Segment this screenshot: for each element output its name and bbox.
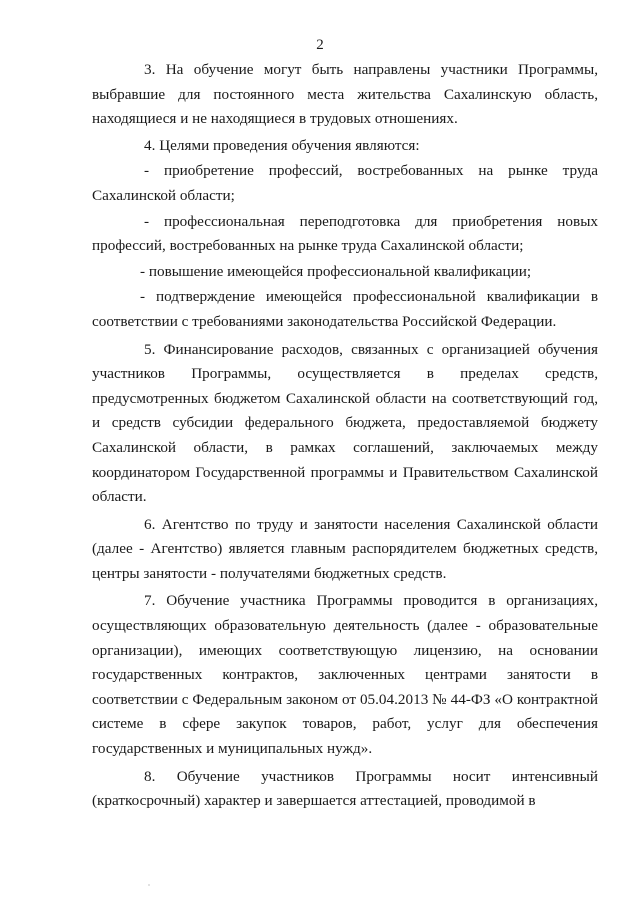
paragraph-8: 8. Обучение участников Программы носит интенсивный (краткосрочный) характер и завершается аттестацией, проводимой в bbox=[92, 767, 598, 810]
paragraph-6: 6. Агентство по труду и занятости населения Сахалинской области (далее - Агентство) является главным распорядителем бюджетных средств, центры занятости - получателями бюджетных средств. bbox=[92, 515, 598, 582]
document-body bbox=[92, 58, 598, 814]
page-number: 2 bbox=[316, 37, 324, 53]
list-item-qualification-upgrade: - повышение имеющейся профессиональной квалификации; bbox=[140, 262, 532, 280]
list-item-qualification-confirmation: - подтверждение имеющейся профессиональной квалификации в соответствии с требованиями законодательства Российской Федерации. bbox=[92, 288, 598, 330]
paragraph-7: 7. Обучение участника Программы проводится в организациях, осуществляющих образовательную деятельность (далее - образовательные организации), имеющих соответствующую лицензию, на основании государственных контрактов, заключенных центрами занятости в соответствии с Федеральным законом от 05.04.2013 № 44-ФЗ «О контрактной системе в сфере закупок товаров, работ, услуг для обеспечения государственных и муниципальных нужд». bbox=[92, 592, 598, 758]
scan-speck bbox=[148, 884, 150, 886]
paragraph-3: 3. На обучение могут быть направлены участники Программы, выбравшие для постоянного места жительства Сахалинскую область, находящиеся и не находящиеся в трудовых отношениях. bbox=[92, 61, 598, 128]
paragraph-5: 5. Финансирование расходов, связанных с организацией обучения участников Программы, осуществляется в пределах средств, предусмотренных бюджетом Сахалинской области на соответствующий год, и средств субсидии федерального бюджета, предоставляемой бюджету Сахалинской области, в рамках соглашений, заключаемых между координатором Государственной программы и Правительством Сахалинской области. bbox=[92, 340, 598, 506]
list-item-retraining: - профессиональная переподготовка для приобретения новых профессий, востребованных на рынке труда Сахалинской области; bbox=[92, 212, 598, 255]
list-item-acquire-professions: - приобретение профессий, востребованных на рынке труда Сахалинской области; bbox=[92, 162, 598, 204]
paragraph-4: 4. Целями проведения обучения являются: bbox=[144, 136, 420, 154]
